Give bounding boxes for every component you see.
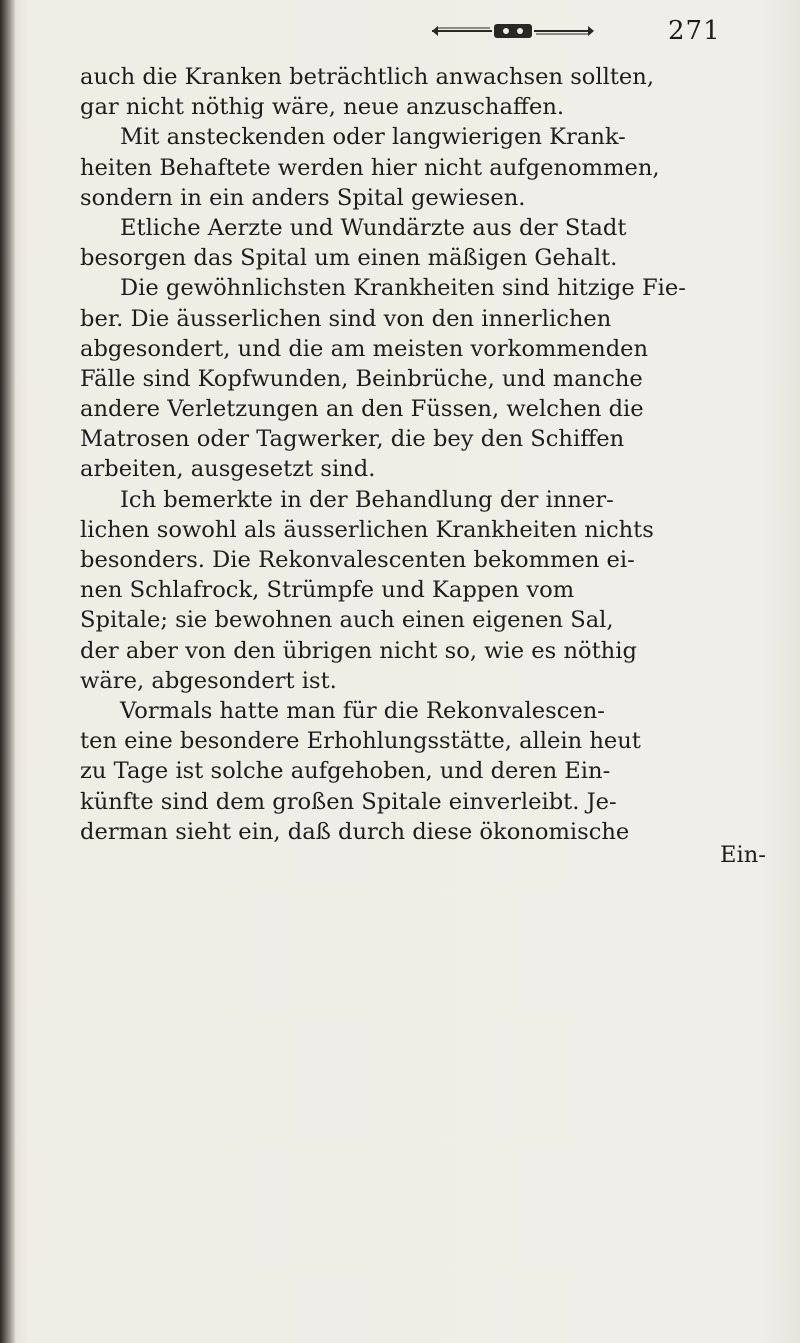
binding-gutter bbox=[0, 0, 16, 1343]
page-number: 271 bbox=[668, 16, 721, 46]
text-line: heiten Behaftete werden hier nicht aufgenommen, bbox=[80, 154, 660, 181]
text-line: nen Schlafrock, Strümpfe und Kappen vom bbox=[80, 577, 575, 604]
text-line: künfte sind dem großen Spitale einverleibt. Je- bbox=[80, 788, 617, 815]
text-line: ber. Die äusserlichen sind von den innerlichen bbox=[80, 305, 612, 332]
body-text bbox=[80, 62, 780, 847]
text-line: Matrosen oder Tagwerker, die bey den Schiffen bbox=[80, 426, 625, 453]
text-line: ten eine besondere Erhohlungsstätte, allein heut bbox=[80, 728, 641, 755]
text-line: der aber von den übrigen nicht so, wie es nöthig bbox=[80, 637, 637, 664]
text-line: andere Verletzungen an den Füssen, welchen die bbox=[80, 396, 644, 423]
text-line: Spitale; sie bewohnen auch einen eigenen Sal, bbox=[80, 607, 614, 634]
text-line: auch die Kranken beträchtlich anwachsen sollten, bbox=[80, 64, 655, 90]
catchword: Ein- bbox=[720, 842, 766, 868]
text-line: Etliche Aerzte und Wundärzte aus der Stadt bbox=[120, 214, 627, 241]
text-line: Mit ansteckenden oder langwierigen Krank- bbox=[120, 124, 626, 151]
text-line: lichen sowohl als äusserlichen Krankheiten nichts bbox=[80, 516, 654, 543]
text-line: Ich bemerkte in der Behandlung der inner- bbox=[120, 486, 614, 513]
text-line: Die gewöhnlichsten Krankheiten sind hitzige Fie- bbox=[120, 275, 686, 302]
text-line: Vormals hatte man für die Rekonvalescen- bbox=[120, 697, 605, 724]
text-line: derman sieht ein, daß durch diese ökonomische bbox=[80, 818, 630, 845]
text-line: sondern in ein anders Spital gewiesen. bbox=[80, 184, 526, 211]
header-ornament-icon bbox=[430, 20, 596, 42]
text-line: besorgen das Spital um einen mäßigen Gehalt. bbox=[80, 245, 618, 272]
page-header bbox=[0, 14, 800, 54]
text-line: zu Tage ist solche aufgehoben, und deren Ein- bbox=[80, 758, 611, 785]
text-line: abgesondert, und die am meisten vorkommenden bbox=[80, 335, 649, 362]
text-line: arbeiten, ausgesetzt sind. bbox=[80, 456, 376, 483]
text-line: gar nicht nöthig wäre, neue anzuschaffen. bbox=[80, 94, 565, 121]
text-line: besonders. Die Rekonvalescenten bekommen ei- bbox=[80, 547, 635, 573]
text-line: wäre, abgesondert ist. bbox=[80, 667, 337, 694]
text-line: Fälle sind Kopfwunden, Beinbrüche, und manche bbox=[80, 365, 643, 392]
